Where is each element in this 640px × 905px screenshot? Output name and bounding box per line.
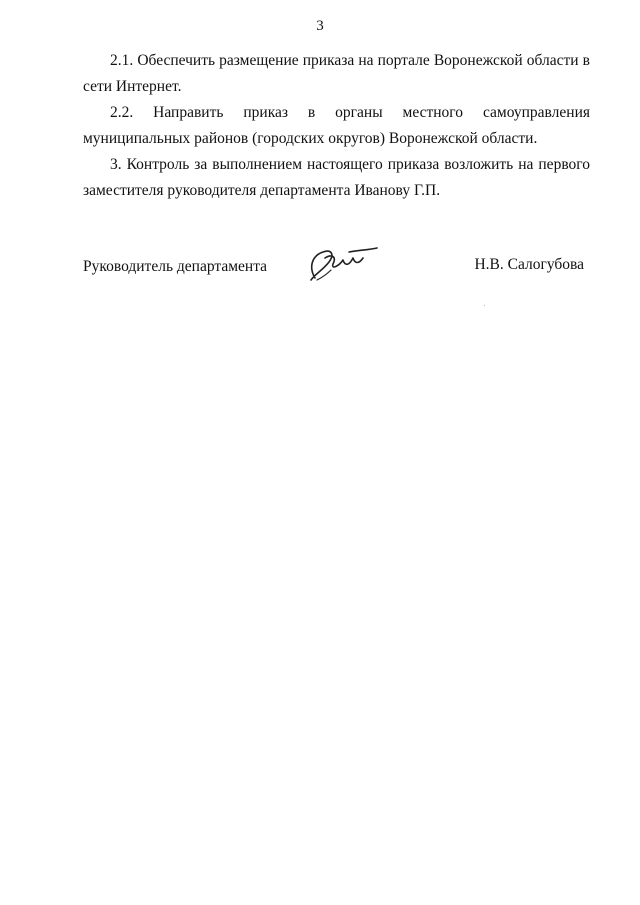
signature-block (83, 248, 590, 288)
document-body (83, 48, 590, 204)
paragraph-2-1: 2.1. Обеспечить размещение приказа на портале Воронежской области в сети Интернет. (83, 52, 590, 95)
handwritten-signature-icon (301, 244, 381, 286)
signatory-title: Руководитель департамента (83, 258, 268, 275)
page-number: 3 (316, 18, 324, 34)
paragraph-3: 3. Контроль за выполнением настоящего приказа возложить на первого заместителя руководителя департамента Иванову Г.П. (83, 156, 590, 199)
scan-speck (484, 305, 485, 306)
signatory-name: Н.В. Салогубова (474, 256, 584, 273)
paragraph-2-2: 2.2. Направить приказ в органы местного самоуправления муниципальных районов (городских округов) Воронежской области. (83, 104, 590, 147)
